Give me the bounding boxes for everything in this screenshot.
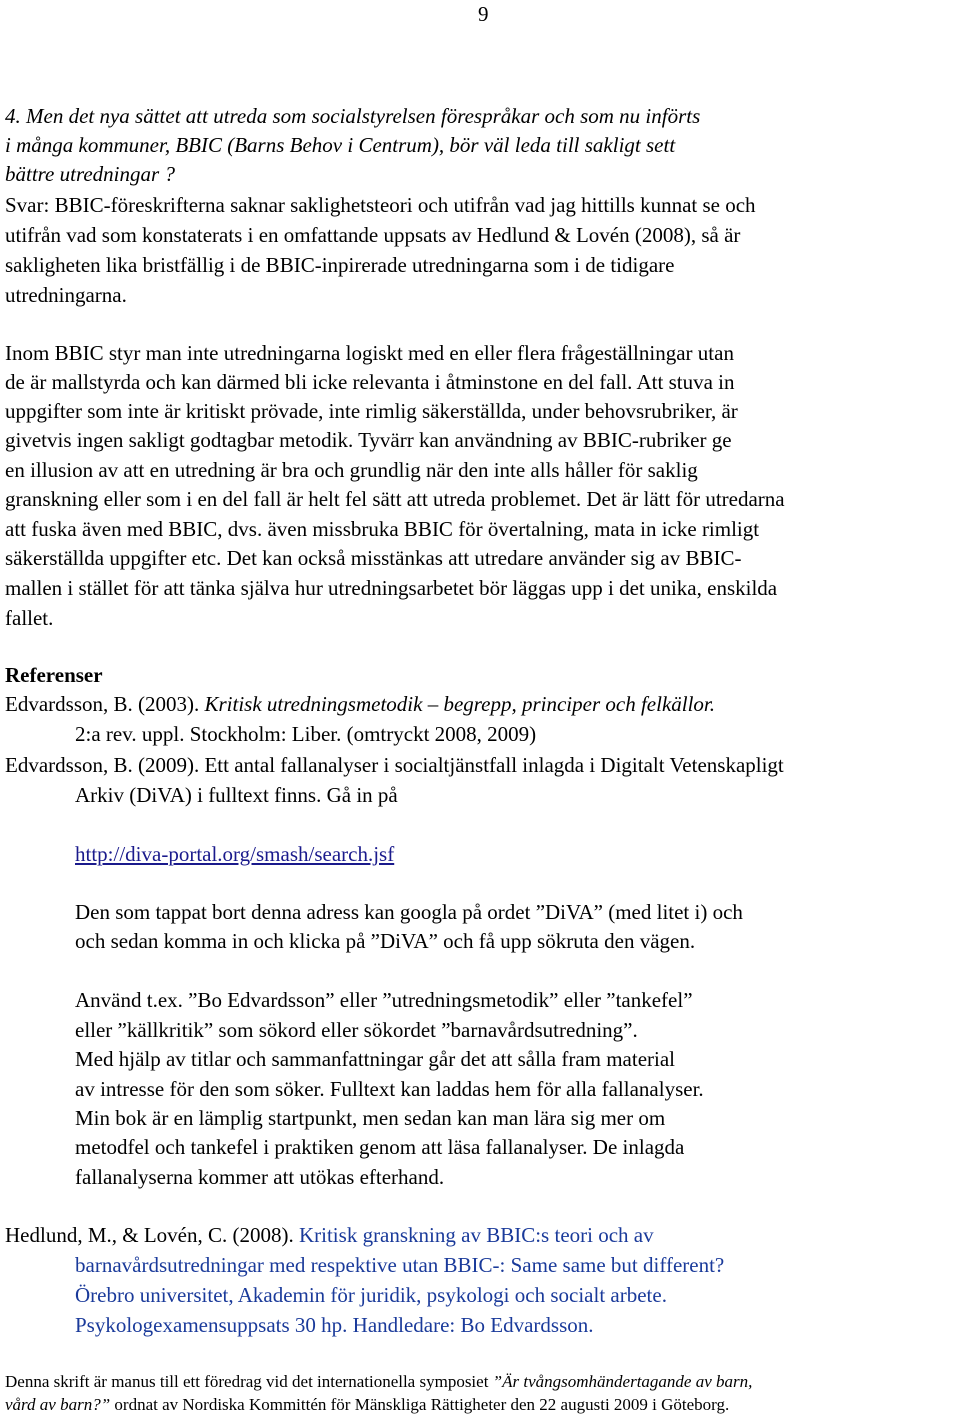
paragraph-line: en illusion av att en utredning är bra och grundlig när den inte alls håller för saklig (5, 458, 698, 482)
footer-symposium-title: ”Är tvångsomhändertagande av barn, (492, 1372, 753, 1391)
reference-hedlund-loven (5, 1225, 654, 1246)
reference-line: Arkiv (DiVA) i fulltext finns. Gå in på (75, 783, 398, 807)
note-line: och sedan komma in och klicka på ”DiVA” och få upp sökruta den vägen. (75, 929, 696, 953)
note-line: Använd t.ex. ”Bo Edvardsson” eller ”utredningsmetodik” eller ”tankefel” (75, 988, 693, 1012)
question-line: i många kommuner, BBIC (Barns Behov i Centrum), bör väl leda till sakligt sett (5, 133, 676, 157)
note-line: eller ”källkritik” som sökord eller sökordet ”barnavårdsutredning”. (75, 1018, 638, 1042)
paragraph-line: uppgifter som inte är kritiskt prövade, inte rimlig säkerställda, under behovsrubriker, är (5, 399, 738, 423)
reference-publisher: 2:a rev. uppl. Stockholm: Liber. (omtryckt 2008, 2009) (75, 722, 537, 746)
note-line: fallanalyserna kommer att utökas efterhand. (75, 1165, 445, 1189)
reference-title: Kritisk utredningsmetodik – begrepp, principer och felkällor. (204, 692, 716, 716)
footer-symposium-title: vård av barn?” (5, 1395, 111, 1414)
reference-title: Kritisk granskning av BBIC:s teori och av (298, 1223, 654, 1247)
answer-line: sakligheten lika bristfällig i de BBIC-inpirerade utredningarna som i de tidigare (5, 253, 675, 277)
answer-line: utredningarna. (5, 283, 127, 307)
paragraph-line: Inom BBIC styr man inte utredningarna logiskt med en eller flera frågeställningar utan (5, 341, 734, 365)
paragraph-line: mallen i stället för att tänka själva hur utredningsarbetet bör läggas upp i det unika, enskilda (5, 576, 778, 600)
footer-text: Denna skrift är manus till ett föredrag vid det internationella symposiet (5, 1372, 493, 1391)
paragraph-line: de är mallstyrda och kan därmed bli icke relevanta i åtminstone en del fall. Att stuva in (5, 370, 735, 394)
reference-author: Hedlund, M., & Lovén, C. (2008). (5, 1223, 299, 1247)
question-line: bättre utredningar ? (5, 162, 175, 186)
note-line: av intresse för den som söker. Fulltext kan laddas hem för alla fallanalyser. (75, 1077, 704, 1101)
paragraph-line: att fuska även med BBIC, dvs. även missbruka BBIC för övertalning, mata in icke rimligt (5, 517, 760, 541)
paragraph-line: säkerställda uppgifter etc. Det kan också misstänkas att utredare använder sig av BBIC- (5, 546, 742, 570)
paragraph-line: fallet. (5, 606, 54, 630)
reference-line: barnavårdsutredningar med respektive utan BBIC-: Same same but different? (75, 1253, 725, 1277)
note-line: Min bok är en lämplig startpunkt, men sedan kan man lära sig mer om (75, 1106, 666, 1130)
note-line: Med hjälp av titlar och sammanfattningar går det att sålla fram material (75, 1047, 676, 1071)
footer-line (5, 1373, 752, 1390)
question-line: 4. Men det nya sättet att utreda som socialstyrelsen förespråkar och som nu införts (5, 104, 701, 128)
reference-edvardsson-2009: Edvardsson, B. (2009). Ett antal fallanalyser i socialtjänstfall inlagda i Digitalt Vetenskapligt (5, 753, 784, 777)
diva-link[interactable]: http://diva-portal.org/smash/search.jsf (75, 842, 395, 866)
footer-line (5, 1396, 729, 1413)
reference-line: Örebro universitet, Akademin för juridik, psykologi och socialt arbete. (75, 1283, 667, 1307)
page-number: 9 (478, 2, 489, 26)
reference-author: Edvardsson, B. (2003). (5, 692, 205, 716)
reference-line: Psykologexamensuppsats 30 hp. Handledare: Bo Edvardsson. (75, 1313, 594, 1337)
references-heading: Referenser (5, 663, 103, 687)
paragraph-line: givetvis ingen sakligt godtagbar metodik. Tyvärr kan användning av BBIC-rubriker ge (5, 428, 732, 452)
answer-line: Svar: BBIC-föreskrifterna saknar saklighetsteori och utifrån vad jag hittills kunnat se och (5, 193, 756, 217)
paragraph-line: granskning eller som i en del fall är helt fel sätt att utreda problemet. Det är lätt för utredarna (5, 487, 785, 511)
answer-line: utifrån vad som konstaterats i en omfattande uppsats av Hedlund & Lovén (2008), så är (5, 223, 741, 247)
note-line: metodfel och tankefel i praktiken genom att läsa fallanalyser. De inlagda (75, 1135, 685, 1159)
note-line: Den som tappat bort denna adress kan googla på ordet ”DiVA” (med litet i) och (75, 900, 743, 924)
footer-text: ordnat av Nordiska Kommittén för Mänskliga Rättigheter den 22 augusti 2009 i Göteborg. (110, 1395, 730, 1414)
reference-edvardsson-2003 (5, 694, 715, 715)
